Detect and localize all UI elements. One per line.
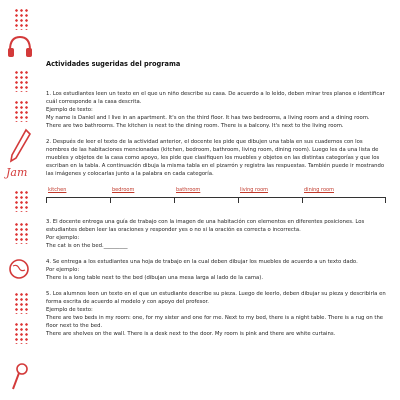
dot-pattern	[14, 100, 28, 122]
document-title: Actividades sugeridas del programa	[46, 60, 181, 68]
example-text: There is a long table next to the bed (dibujan una mesa larga al lado de la cama).	[46, 275, 264, 281]
pencil-icon	[8, 128, 32, 164]
table-divider	[302, 197, 303, 203]
example-text: There are two beds in my room: one, for my sister and one for me. Next to my bed, there is a night table. There is a rug on the floor next to the bed.	[46, 315, 384, 329]
microphone-icon	[10, 362, 30, 392]
document-body	[46, 60, 386, 346]
example-text: The cat is on the bed._________	[46, 243, 128, 249]
category-kitchen: kitchen	[48, 187, 67, 193]
example-label: Por ejemplo:	[46, 267, 80, 273]
activity-item-5	[46, 290, 386, 338]
dot-pattern	[14, 322, 28, 344]
activity-text: 1. Los estudiantes leen un texto en el que un niño describe su casa. De acuerdo a lo leído, deben mirar tres planos e identificar cuál corresponde a la casa descrita.	[46, 91, 385, 105]
activity-text: 3. El docente entrega una guía de trabajo con la imagen de una habitación con elementos en diferentes posiciones. Los estudiantes deben leer las oraciones y responder yes o no si la oración es correcta o incorrecta.	[46, 219, 365, 233]
category-living-room: living room	[240, 187, 268, 193]
table-divider	[385, 197, 386, 203]
activity-item-2	[46, 138, 386, 206]
table-divider	[110, 197, 111, 203]
decorative-margin	[0, 0, 38, 400]
dot-pattern	[14, 222, 28, 244]
jam-label: Jam	[6, 166, 28, 179]
headphones-icon	[6, 34, 34, 60]
activity-text: 5. Los alumnos leen un texto en el que un estudiante describe su pieza. Luego de leerlo, deben dibujar su pieza y describirla en forma escrita de acuerdo al modelo y con apoyo del profesor.	[46, 291, 386, 305]
table-divider	[46, 197, 47, 203]
category-table-header	[46, 184, 386, 206]
category-bathroom: bathroom	[176, 187, 201, 193]
example-label: Por ejemplo:	[46, 235, 80, 241]
category-dining-room: dining room	[304, 187, 334, 193]
example-text: My name is Daniel and I live in an apartment. It's on the third floor. It has two bedrooms, a living room and a dining room. There are two bathrooms. The kitchen is next to the dining room. There is a balcony. It's next to the living room.	[46, 115, 370, 129]
table-line	[46, 197, 386, 198]
activity-item-4	[46, 258, 386, 282]
category-bedroom: bedroom	[112, 187, 135, 193]
activity-text: 2. Después de leer el texto de la actividad anterior, el docente les pide que dibujen una tabla en sus cuadernos con los nombres de las habitaciones mencionadas (kitchen, bedroom, bathroom, living room, dining room). Luego les da una lista de muebles y objetos de la casa como apoyo, les pide que clasifiquen los muebles y objetos en las distintas categorías y que los escriban en la tabla. A continuación dibuja la misma tabla en el pizarrón y registra las respuestas. También puede ir mostrando las imágenes y colocarlas junto a la palabra en cada categoría.	[46, 139, 385, 177]
example-label: Ejemplo de texto:	[46, 307, 93, 313]
dot-pattern	[14, 190, 28, 212]
example-label: Ejemplo de texto:	[46, 107, 93, 113]
table-divider	[238, 197, 239, 203]
activity-text: 4. Se entrega a los estudiantes una hoja de trabajo en la cual deben dibujar los muebles de acuerdo a un texto dado.	[46, 259, 358, 265]
dot-pattern	[14, 70, 28, 92]
activity-item-3	[46, 218, 386, 250]
globe-icon	[8, 258, 30, 280]
activity-item-1	[46, 90, 386, 130]
dot-pattern	[14, 292, 28, 314]
table-divider	[174, 197, 175, 203]
dot-pattern	[14, 8, 28, 30]
example-text: There are shelves on the wall. There is a desk next to the door. My room is pink and there are white curtains.	[46, 331, 336, 337]
